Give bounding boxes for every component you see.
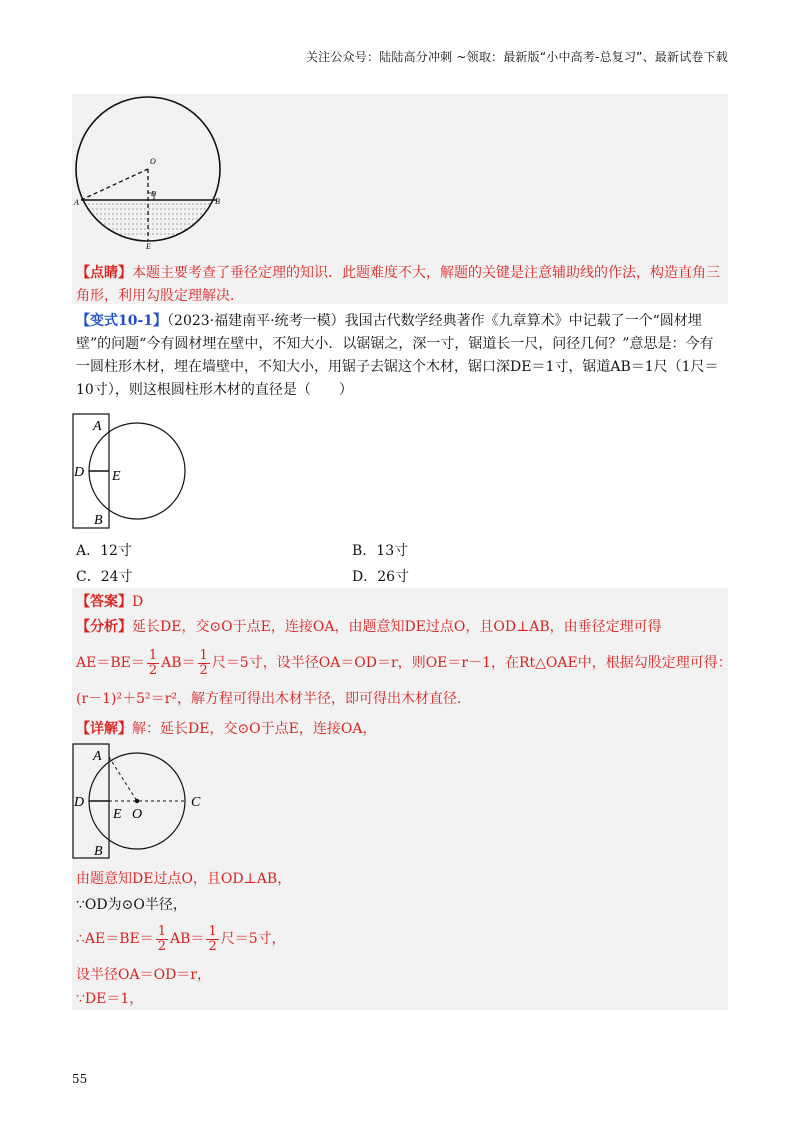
dianjing-block xyxy=(76,262,724,308)
label-a: A xyxy=(74,198,79,207)
label-o: O xyxy=(132,807,143,822)
problem-block xyxy=(76,310,724,402)
circle-chord-figure xyxy=(72,96,232,252)
option-d[interactable]: D．26寸 xyxy=(352,569,410,585)
label-b: B xyxy=(215,197,220,206)
analysis-tag: 【分析】 xyxy=(76,619,132,635)
detail-tag: 【详解】 xyxy=(76,721,132,737)
analysis-eq-b: AB＝ xyxy=(161,655,196,671)
label-c: C xyxy=(191,795,201,810)
problem-text: （2023·福建南平·统考一模）我国古代数学经典著作《九章算术》中记载了一个“圆材埋壁”的问题“今有圆材埋在壁中，不知大小．以锯锯之，深一寸，锯道长一尺，问径几何？”意思是：今有一圆柱形木材，埋在墙壁中，不知大小，用锯子去锯这个木材，锯口深DE＝1寸，锯道AB＝1尺（1尺＝10寸），则这根圆柱形木材的直径是（ ） xyxy=(76,313,719,398)
detail-intro: 解：延长DE，交⊙O于点E，连接OA， xyxy=(132,721,377,737)
detail-step-4: 设半径OA＝OD＝r， xyxy=(76,967,211,983)
dianjing-text: 本题主要考查了垂径定理的知识．此题难度不大，解题的关键是注意辅助线的作法，构造直角三角形，利用勾股定理解决． xyxy=(76,265,720,304)
analysis-line2 xyxy=(76,648,732,678)
label-d: D xyxy=(74,795,85,810)
problem-figure xyxy=(70,412,190,532)
analysis-line1 xyxy=(76,618,662,636)
detail-eq-a: ∴AE＝BE＝ xyxy=(76,931,154,947)
option-a[interactable]: A．12寸 xyxy=(76,543,132,559)
analysis-eq-c: 尺＝5寸，设半径OA＝OD＝r，则OE＝r－1，在Rt△OAE中，根据勾股定理可得： xyxy=(211,655,732,671)
page-number: 55 xyxy=(72,1072,88,1086)
fraction-half-4: $\frac{1}{2}$ xyxy=(208,923,217,954)
problem-tag: 【变式10-1】 xyxy=(76,313,168,329)
label-b: B xyxy=(94,844,103,859)
detail-step-1: 由题意知DE过点O，且OD⊥AB， xyxy=(76,871,292,887)
label-o: O xyxy=(150,157,156,166)
detail-eq-b: AB＝ xyxy=(170,931,205,947)
label-a: A xyxy=(93,749,102,764)
detail-figure xyxy=(70,742,220,864)
dianjing-tag: 【点睛】 xyxy=(76,265,132,281)
analysis-eq-a: AE＝BE＝ xyxy=(76,655,145,671)
option-b[interactable]: B．13寸 xyxy=(352,543,409,559)
detail-step-2: ∵OD为⊙O半径， xyxy=(76,897,187,913)
label-e: E xyxy=(113,807,122,822)
answer-value: D xyxy=(132,594,144,610)
option-c[interactable]: C．24寸 xyxy=(76,569,133,585)
label-d: D xyxy=(151,190,157,198)
detail-line xyxy=(76,720,376,738)
label-d: D xyxy=(74,465,85,480)
detail-eq-c: 尺＝5寸， xyxy=(220,931,286,947)
fraction-half-3: $\frac{1}{2}$ xyxy=(157,923,167,954)
label-e: E xyxy=(146,242,151,251)
analysis-text-1: 延长DE，交⊙O于点E，连接OA，由题意知DE过点O，且OD⊥AB，由垂径定理可得 xyxy=(132,619,662,635)
answer-line xyxy=(76,593,143,611)
label-a: A xyxy=(93,419,102,434)
fraction-half-2: $\frac{1}{2}$ xyxy=(199,647,208,678)
page-header: 关注公众号：陆陆高分冲刺 ~领取：最新版“小中高考-总复习”、最新试卷下载 xyxy=(305,50,728,64)
detail-step-3 xyxy=(76,924,286,954)
analysis-line3: (r－1)²＋5²＝r²，解方程可得出木材半径，即可得出木材直径． xyxy=(76,691,471,707)
label-b: B xyxy=(94,513,103,528)
label-e: E xyxy=(112,469,121,484)
fraction-half: $\frac{1}{2}$ xyxy=(148,647,158,678)
answer-tag: 【答案】 xyxy=(76,594,132,610)
detail-step-5: ∵DE＝1， xyxy=(76,991,144,1007)
